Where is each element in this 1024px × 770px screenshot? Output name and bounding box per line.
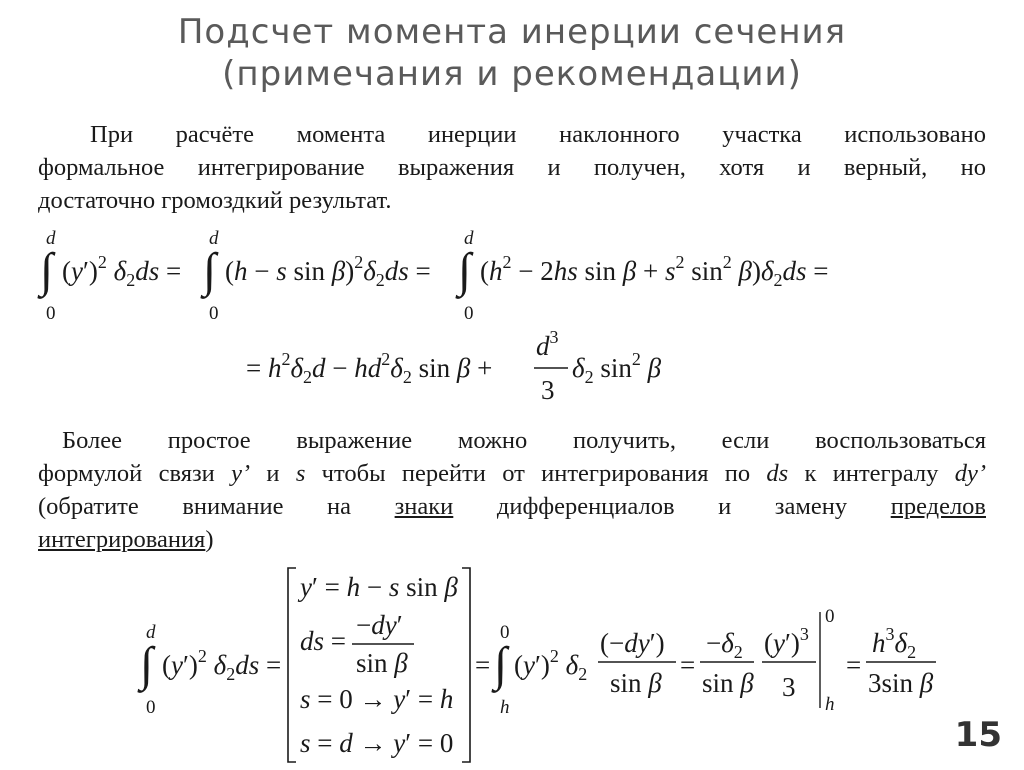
svg-text:∫: ∫ (203, 244, 217, 297)
svg-text:(y′)2 δ2ds =: $(y')^2$ $\delta_2ds$ = (162, 646, 282, 684)
svg-text:=: = (680, 650, 696, 680)
paragraph-line: При расчёте момента инерции наклонного участка использовано (90, 121, 986, 148)
svg-text:0: 0 (825, 606, 835, 627)
paragraph-recommendation (38, 424, 986, 556)
svg-text:(−dy′): (−dy′) (600, 628, 665, 658)
svg-text:(h2 − 2hs sin β + s2 sin2 β)δ2: ($h^2 - 2hs$ $\sin \beta + s^2$ $\sin^2 \beta)\delta_2ds$ = (480, 252, 829, 290)
svg-text:0: 0 (146, 697, 156, 718)
paragraph-line: Более простое выражение можно получить, если воспользоваться (62, 427, 986, 454)
svg-text:d: d (209, 228, 219, 249)
upper-limit-d: d (46, 228, 56, 249)
svg-text:3sin β: 3sin β (868, 668, 934, 698)
link-like-underline: пределов (890, 493, 986, 520)
svg-text:d: d (464, 228, 474, 249)
svg-text:h: h (500, 697, 510, 718)
svg-text:−δ2: $-\delta_2$ (706, 628, 743, 662)
page-number: 15 (954, 715, 1002, 755)
paragraph-line: формальное интегрирование выражения и получен, хотя и верный, но (38, 154, 986, 181)
svg-text:0: 0 (464, 303, 474, 324)
svg-text:δ2 sin2 β: $\delta_2$ $\sin^2 \beta$ (572, 349, 662, 387)
svg-text:s = d → y′ = 0: s = d → y′ = 0 (300, 728, 454, 758)
svg-text:=: = (846, 650, 862, 680)
svg-text:h: h (825, 694, 835, 715)
svg-text:∫: ∫ (458, 244, 472, 297)
svg-text:∫: ∫ (494, 638, 508, 691)
svg-text:sin β: sin β (356, 648, 408, 678)
slide-title-line-2: (примечания и рекомендации) (222, 54, 802, 94)
svg-text:(y′)2 δ2: $(y')^2$ $\delta_2$ (514, 646, 588, 684)
svg-text:(y′)2 δ2ds =: $(y')^2$ $\delta_2ds$ = (62, 252, 182, 290)
svg-text:y′ = h − s sin β: y′ = h − s sin β (300, 572, 458, 602)
svg-text:h3δ2: $h^3\delta_2$ (872, 624, 917, 662)
paragraph-line: формулой связи y’ и s чтобы перейти от интегрирования по ds к интегралу dy’ (38, 460, 986, 487)
formula-substitution (0, 560, 1024, 770)
svg-text:sin β: sin β (702, 668, 754, 698)
svg-text:∫: ∫ (140, 638, 154, 691)
slide-title-line-1: Подсчет момента инерции сечения (177, 12, 847, 52)
integral-sign: ∫ (40, 244, 54, 297)
svg-text:ds =: ds = (300, 626, 346, 656)
svg-text:0: 0 (500, 622, 510, 643)
paragraph-line: (обратите внимание на знаки дифференциалов и замену пределов (38, 493, 986, 520)
lower-limit-0: 0 (46, 303, 56, 324)
svg-text:(y′)3: $(y')^3$ (764, 624, 809, 658)
svg-text:d: d (146, 622, 156, 643)
svg-text:−dy′: −dy′ (356, 610, 403, 640)
svg-text:= h2δ2d − hd2δ2 sin β +: = $h^2\delta_2d - hd^2\delta_2$ sin β + (246, 349, 493, 387)
svg-text:=: = (475, 650, 491, 680)
svg-text:sin β: sin β (610, 668, 662, 698)
svg-text:3: 3 (782, 672, 796, 702)
svg-text:d3: $d^3$ (536, 327, 559, 361)
svg-text:s = 0 → y′ = h: s = 0 → y′ = h (300, 684, 454, 714)
svg-text:0: 0 (209, 303, 219, 324)
paragraph-line: достаточно громоздкий результат. (38, 187, 392, 214)
svg-text:(h − s sin β)2δ2ds =: (h − s $\sin \beta)^2\delta_2ds$ = (225, 252, 431, 290)
paragraph-intro (38, 118, 986, 217)
paragraph-line: интегрирования) (38, 526, 214, 553)
formula-integral-chain (0, 222, 1024, 422)
svg-text:3: 3 (541, 375, 555, 405)
link-like-underline: знаки (394, 493, 454, 520)
